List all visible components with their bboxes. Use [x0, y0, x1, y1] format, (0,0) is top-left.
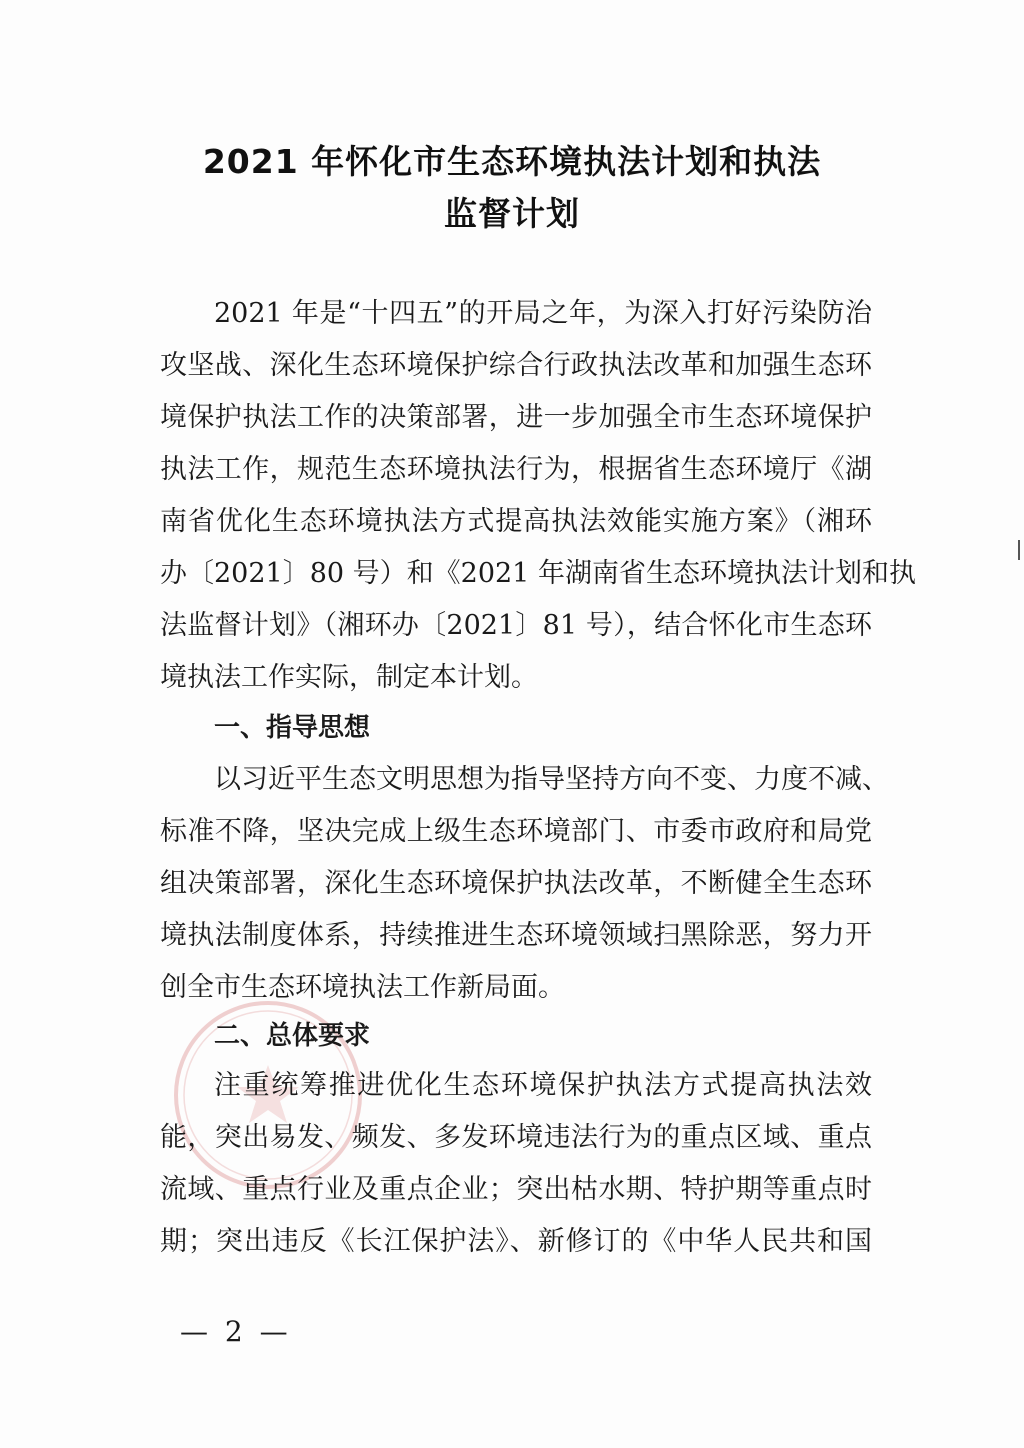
section2-line: 流域、重点行业及重点企业；突出枯水期、特护期等重点时	[160, 1174, 872, 1205]
intro-line: 南省优化生态环境执法方式提高执法效能实施方案》（湘环	[160, 506, 872, 537]
section2-line: 能，突出易发、频发、多发环境违法行为的重点区域、重点	[160, 1122, 872, 1153]
intro-line: 境保护执法工作的决策部署，进一步加强全市生态环境保护	[160, 402, 872, 433]
section1-line: 以习近平生态文明思想为指导坚持方向不变、力度不减、	[214, 764, 889, 795]
section1-line: 标准不降，坚决完成上级生态环境部门、市委市政府和局党	[160, 816, 872, 847]
section1-line: 组决策部署，深化生态环境保护执法改革，不断健全生态环	[160, 868, 872, 899]
section1-line: 境执法制度体系，持续推进生态环境领域扫黑除恶，努力开	[160, 920, 872, 951]
section2-line: 期；突出违反《长江保护法》、新修订的《中华人民共和国	[160, 1226, 872, 1257]
scan-edge-mark	[1018, 540, 1020, 560]
intro-line: 2021 年是“十四五”的开局之年，为深入打好污染防治	[214, 298, 872, 329]
intro-line: 执法工作，规范生态环境执法行为，根据省生态环境厅《湖	[160, 454, 872, 485]
section1-line: 创全市生态环境执法工作新局面。	[160, 972, 565, 1003]
intro-line: 攻坚战、深化生态环境保护综合行政执法改革和加强生态环	[160, 350, 872, 381]
section2-line: 注重统筹推进优化生态环境保护执法方式提高执法效	[214, 1070, 872, 1101]
page-number: — 2 —	[180, 1315, 292, 1348]
section-heading-guiding-ideology: 一、指导思想	[214, 713, 371, 743]
intro-line: 法监督计划》（湘环办〔2021〕81 号），结合怀化市生态环	[160, 610, 872, 641]
intro-line: 境执法工作实际，制定本计划。	[160, 662, 538, 693]
document-title-line-1: 2021 年怀化市生态环境执法计划和执法	[202, 142, 822, 181]
document-title-line-2: 监督计划	[444, 194, 580, 233]
intro-line: 办〔2021〕80 号）和《2021 年湖南省生态环境执法计划和执	[160, 558, 916, 589]
section-heading-overall-requirements: 二、总体要求	[214, 1021, 371, 1051]
